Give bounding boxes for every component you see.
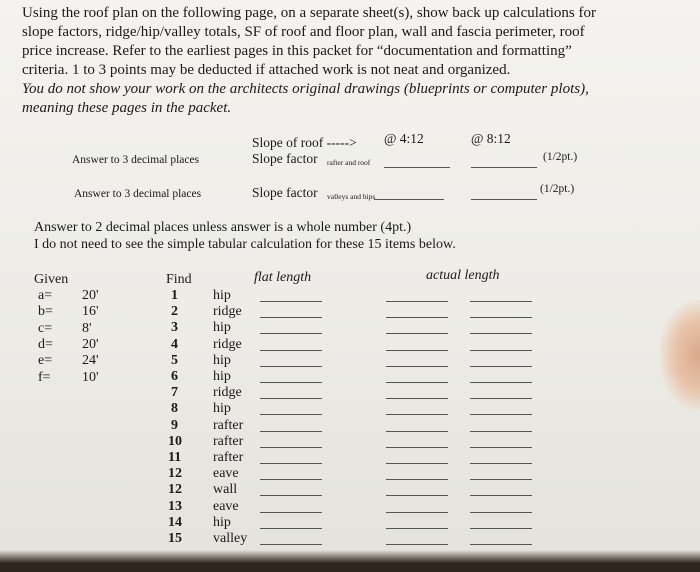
answer-3-decimal-label: Answer to 3 decimal places — [72, 154, 200, 166]
actual-length-answer-line[interactable] — [470, 350, 532, 351]
item-label: hip — [213, 401, 231, 417]
actual-length-answer-line[interactable] — [386, 431, 448, 432]
flat-length-answer-line[interactable] — [260, 431, 322, 432]
item-label: hip — [213, 352, 231, 368]
item-label: eave — [213, 498, 239, 514]
given-value: 8' — [82, 320, 92, 336]
pitch-4-12: @ 4:12 — [384, 131, 424, 146]
answer-3-decimal-label: Answer to 3 decimal places — [74, 188, 202, 200]
item-number: 3 — [171, 320, 178, 336]
actual-length-answer-line[interactable] — [470, 544, 532, 545]
flat-length-answer-line[interactable] — [260, 512, 322, 513]
flat-length-answer-line[interactable] — [260, 301, 322, 302]
actual-length-answer-line[interactable] — [470, 414, 532, 415]
item-label: hip — [213, 320, 231, 336]
actual-length-answer-line[interactable] — [470, 463, 532, 464]
item-number: 9 — [171, 417, 178, 433]
actual-length-answer-line[interactable] — [386, 301, 448, 302]
flat-length-answer-line[interactable] — [260, 495, 322, 496]
item-label: valley — [213, 531, 248, 546]
actual-length-answer-line[interactable] — [386, 366, 448, 367]
given-key: d= — [38, 336, 53, 352]
actual-length-answer-line[interactable] — [386, 398, 448, 399]
item-number: 11 — [168, 450, 182, 465]
flat-length-answer-line[interactable] — [260, 479, 322, 480]
item-number: 6 — [171, 369, 178, 384]
actual-length-answer-line[interactable] — [386, 317, 448, 318]
flat-length-answer-line[interactable] — [260, 528, 322, 529]
given-header: Given — [34, 272, 69, 287]
table-edge — [0, 550, 700, 572]
item-label: ridge — [213, 336, 242, 352]
item-number: 10 — [168, 433, 182, 449]
item-number: 8 — [171, 401, 178, 417]
actual-length-answer-line[interactable] — [470, 512, 532, 513]
flat-length-answer-line[interactable] — [260, 333, 322, 334]
actual-length-answer-line[interactable] — [470, 495, 532, 496]
actual-length-answer-line[interactable] — [470, 382, 532, 383]
actual-length-answer-line[interactable] — [386, 447, 448, 448]
actual-length-answer-line[interactable] — [470, 366, 532, 367]
answer-line-valley-4-12[interactable] — [374, 199, 444, 200]
intro-italic-line: You do not show your work on the architects original drawings (blueprints or computer plots), — [22, 81, 589, 97]
item-label: hip — [213, 288, 231, 303]
given-key: a= — [38, 288, 53, 303]
actual-length-answer-line[interactable] — [386, 512, 448, 513]
actual-length-answer-line[interactable] — [386, 350, 448, 351]
actual-length-answer-line[interactable] — [386, 414, 448, 415]
instruction-line: I do not need to see the simple tabular calculation for these 15 items below. — [34, 237, 456, 252]
actual-length-answer-line[interactable] — [386, 544, 448, 545]
item-label: eave — [213, 466, 239, 482]
given-key: c= — [38, 320, 53, 336]
item-number: 13 — [168, 498, 182, 514]
item-number: 2 — [171, 304, 178, 320]
flat-length-answer-line[interactable] — [260, 544, 322, 545]
valleys-and-hips-label: valleys and hips — [327, 192, 376, 201]
given-value: 10' — [82, 369, 99, 385]
intro-line: price increase. Refer to the earliest pages in this packet for “documentation and formatting” — [22, 43, 572, 59]
given-key: f= — [38, 369, 51, 385]
item-label: rafter — [213, 417, 244, 433]
flat-length-answer-line[interactable] — [260, 398, 322, 399]
item-label: wall — [213, 482, 238, 498]
intro-line: slope factors, ridge/hip/valley totals, SF of roof and floor plan, wall and fascia perimeter, roof — [22, 24, 585, 40]
item-number: 1 — [171, 288, 178, 303]
given-value: 20' — [82, 288, 99, 303]
intro-paragraph — [22, 4, 596, 118]
flat-length-answer-line[interactable] — [260, 447, 322, 448]
given-value: 24' — [82, 353, 99, 369]
flat-length-answer-line[interactable] — [260, 414, 322, 415]
item-number: 15 — [168, 531, 182, 546]
intro-italic-line: meaning these pages in the packet. — [22, 100, 232, 116]
item-number: 14 — [168, 514, 182, 530]
actual-length-answer-line[interactable] — [470, 398, 532, 399]
actual-length-answer-line[interactable] — [386, 528, 448, 529]
item-label: rafter — [213, 433, 244, 449]
answer-line-rafter-8-12[interactable] — [471, 167, 537, 168]
actual-length-answer-line[interactable] — [386, 382, 448, 383]
intro-line: Using the roof plan on the following page, on a separate sheet(s), show back up calculations for — [22, 5, 596, 21]
points-label: (1/2pt.) — [543, 151, 578, 163]
slope-of-roof-label: Slope of roof -----> — [252, 135, 357, 150]
points-label: (1/2pt.) — [540, 183, 575, 195]
item-label: hip — [213, 514, 231, 530]
actual-length-answer-line[interactable] — [386, 463, 448, 464]
flat-length-answer-line[interactable] — [260, 366, 322, 367]
given-key: e= — [38, 353, 53, 369]
flat-length-answer-line[interactable] — [260, 350, 322, 351]
instruction-line: Answer to 2 decimal places unless answer is a whole number (4pt.) — [34, 220, 412, 235]
actual-length-header: actual length — [426, 268, 500, 283]
flat-length-header: flat length — [254, 270, 312, 285]
item-number: 12 — [168, 466, 182, 482]
find-header: Find — [166, 272, 192, 287]
item-label: hip — [213, 369, 231, 384]
item-label: ridge — [213, 304, 242, 320]
given-key: b= — [38, 304, 53, 320]
actual-length-answer-line[interactable] — [470, 333, 532, 334]
flat-length-answer-line[interactable] — [260, 317, 322, 318]
hand-shadow — [660, 300, 700, 410]
rafter-and-roof-label: rafter and roof — [327, 158, 371, 167]
actual-length-answer-line[interactable] — [470, 317, 532, 318]
actual-length-answer-line[interactable] — [386, 333, 448, 334]
answer-line-valley-8-12[interactable] — [471, 199, 537, 200]
given-value: 16' — [82, 304, 99, 320]
flat-length-answer-line[interactable] — [260, 463, 322, 464]
actual-length-answer-line[interactable] — [470, 431, 532, 432]
actual-length-answer-line[interactable] — [470, 528, 532, 529]
item-number: 12 — [168, 482, 182, 498]
intro-line: criteria. 1 to 3 points may be deducted if attached work is not neat and organized. — [22, 62, 511, 78]
actual-length-answer-line[interactable] — [470, 301, 532, 302]
item-number: 4 — [171, 336, 178, 352]
item-number: 7 — [171, 385, 178, 401]
actual-length-answer-line[interactable] — [470, 447, 532, 448]
actual-length-answer-line[interactable] — [386, 495, 448, 496]
actual-length-answer-line[interactable] — [470, 479, 532, 480]
slope-factor-label: Slope factor — [252, 185, 318, 200]
given-value: 20' — [82, 336, 99, 352]
answer-line-rafter-4-12[interactable] — [384, 167, 450, 168]
item-label: rafter — [213, 450, 244, 465]
flat-length-answer-line[interactable] — [260, 382, 322, 383]
pitch-8-12: @ 8:12 — [471, 131, 511, 146]
instructions — [34, 219, 456, 253]
slope-factor-label: Slope factor — [252, 151, 318, 166]
actual-length-answer-line[interactable] — [386, 479, 448, 480]
item-label: ridge — [213, 385, 242, 401]
item-number: 5 — [171, 352, 178, 368]
